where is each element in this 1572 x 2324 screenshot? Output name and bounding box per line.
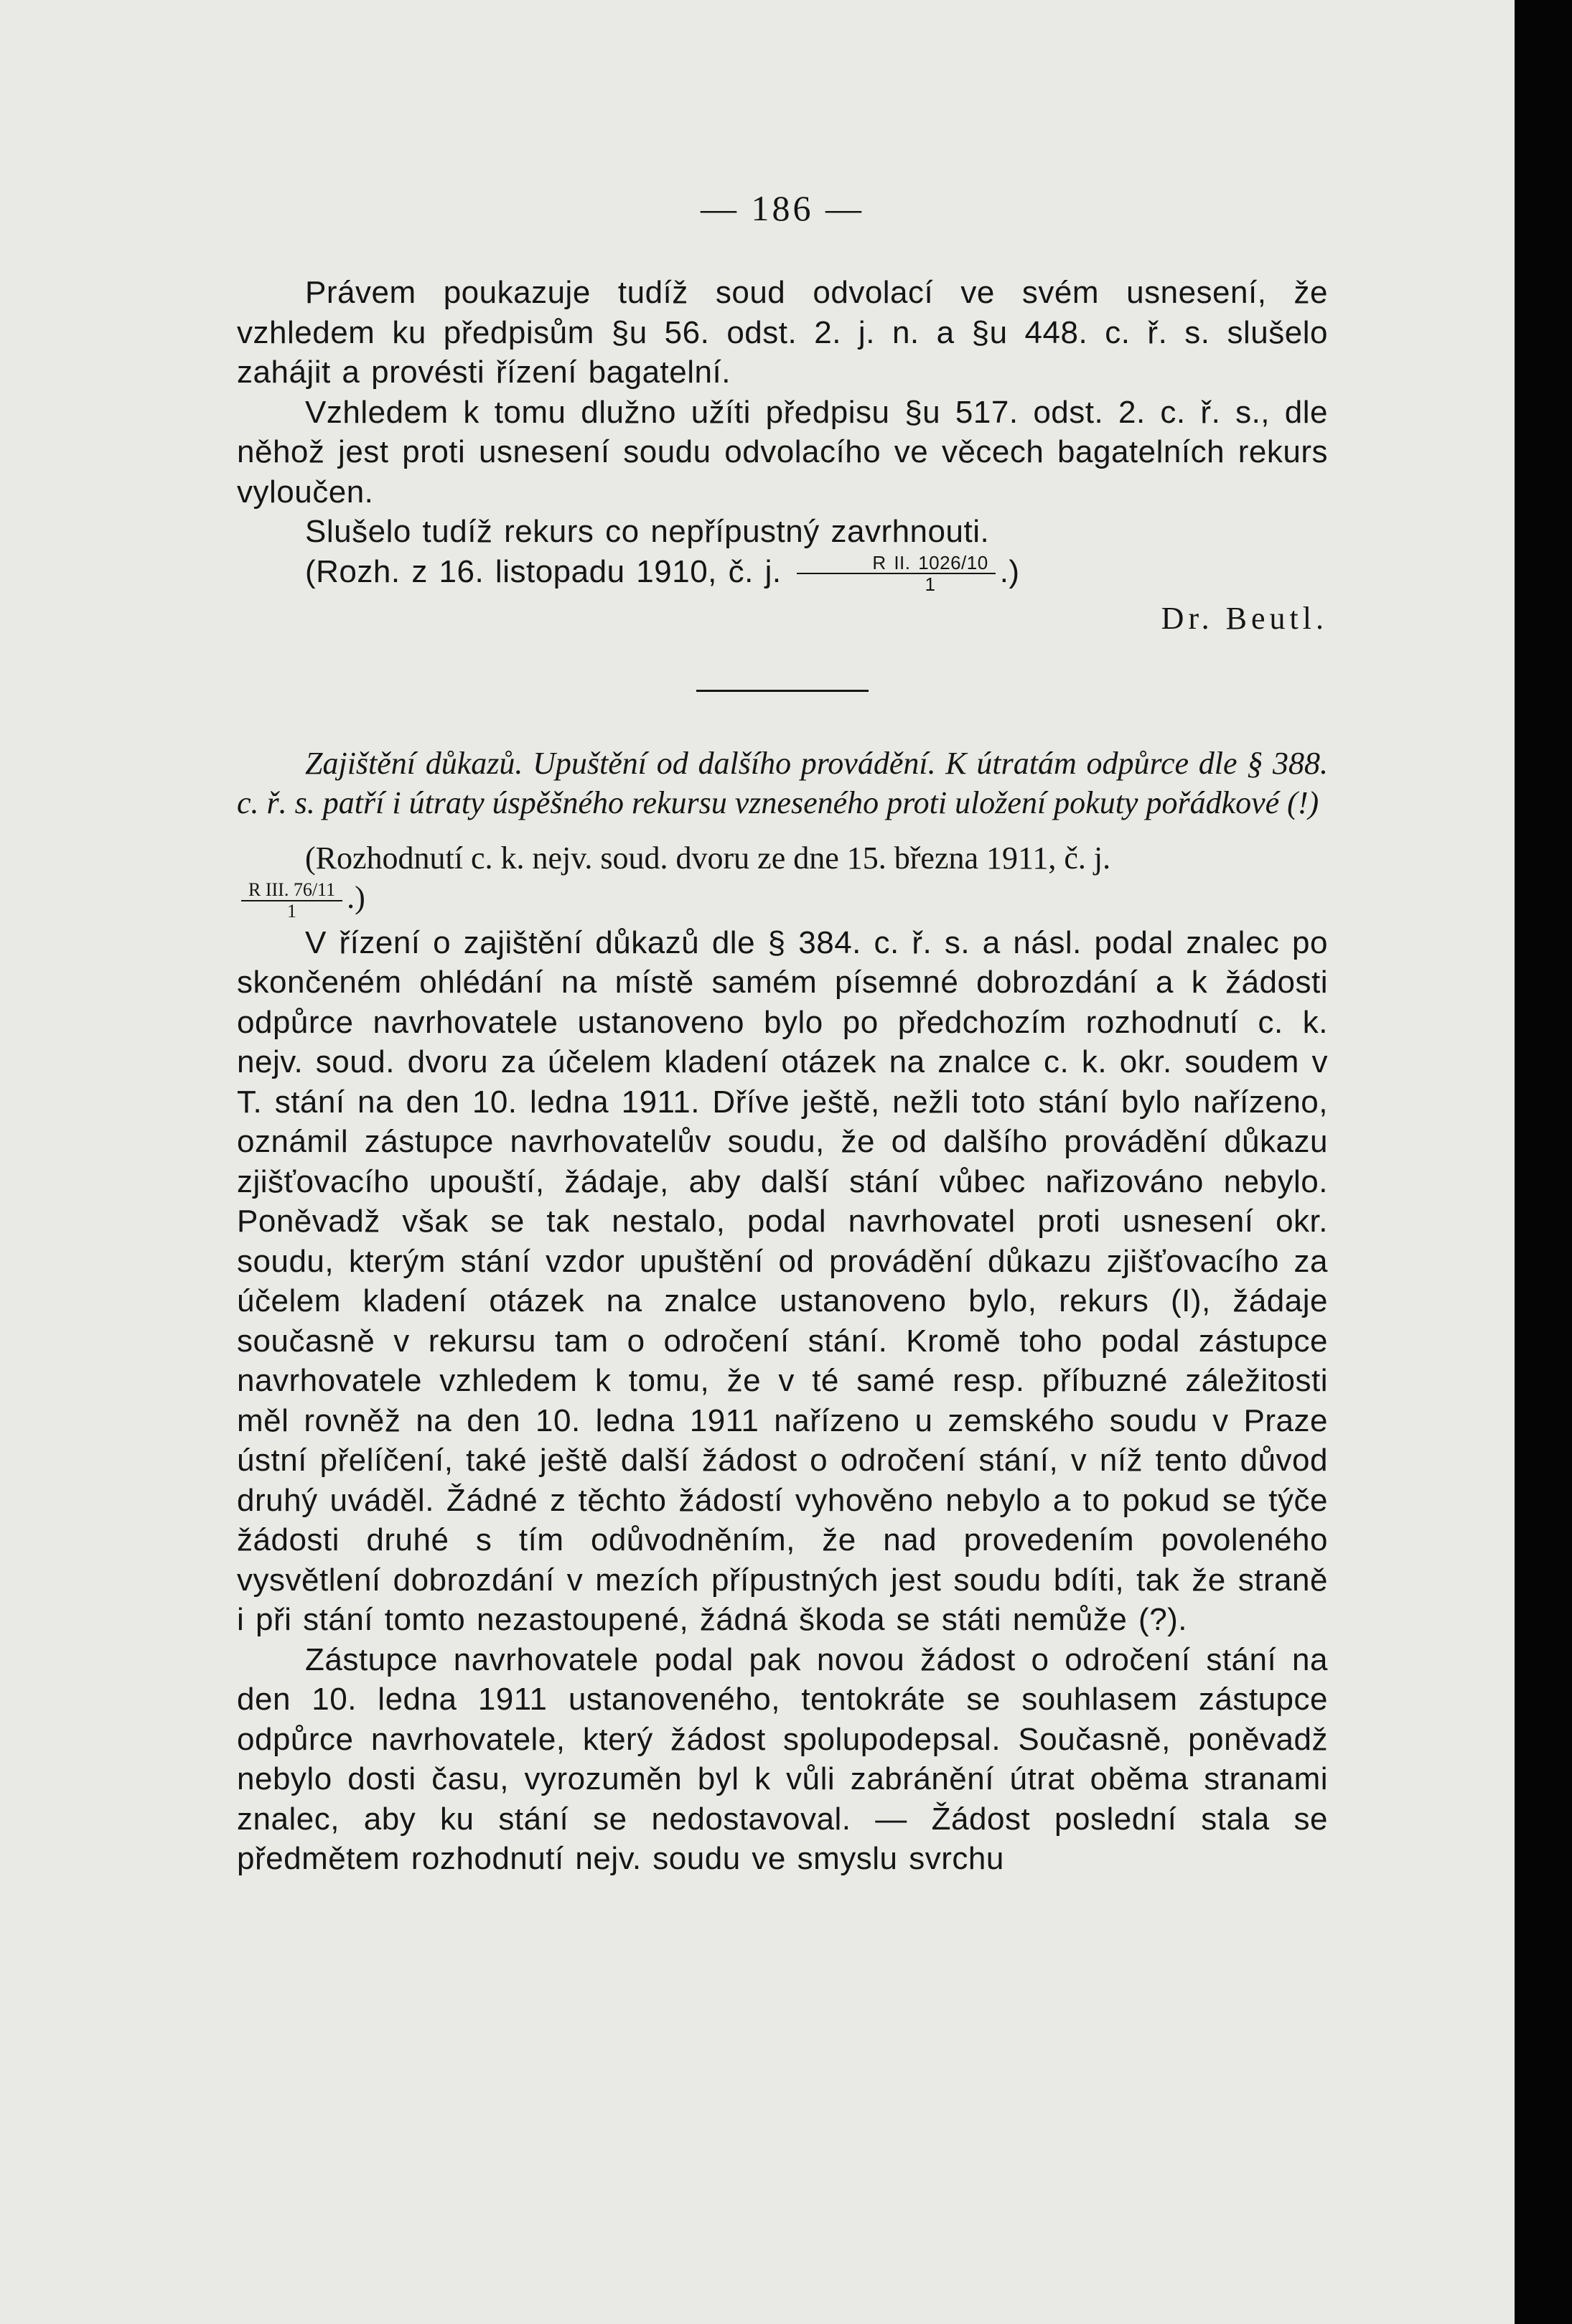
citation [237, 552, 1328, 594]
citation-prefix: (Rozh. z 16. listopadu 1910, č. j. [305, 553, 782, 589]
paragraph-2: Vzhledem k tomu dlužno užíti předpisu §u 517. odst. 2. c. ř. s., dle něhož jest proti usnesení soudu odvolacího ve věcech bagatelních rekurs vyloučen. [237, 394, 1328, 510]
decision-prefix: (Rozhodnutí c. k. nejv. soud. dvoru ze dne 15. března 1911, č. j. [305, 840, 1111, 876]
decision-fraction [241, 880, 342, 922]
decision-denominator: 1 [287, 900, 297, 922]
paragraph-3: Slušelo tudíž rekurs co nepřípustný zavrhnouti. [305, 514, 990, 549]
section-divider [696, 690, 869, 692]
citation-numerator: R II. 1026/10 [797, 553, 995, 574]
page-number: — 186 — [701, 188, 864, 228]
paragraph-4: V řízení o zajištění důkazů dle § 384. c. ř. s. a násl. podal znalec po skončeném ohlédání na místě samém písemné dobrozdání a k žádosti odpůrce navrhovatele ustanoveno bylo po předchozím rozhodnutí c. k. nejv. soud. dvoru za účelem kladení otázek na znalce c. k. okr. soudem v T. stání na den 10. ledna 1911. Dříve ještě, nežli toto stání bylo nařízeno, oznámil zástupce navrhovatelův soudu, že od dalšího provádění důkazu zjišťovacího upouští, žádaje, aby další stání vůbec nařizováno nebylo. Poněvadž však se tak nestalo, podal navrhovatel proti usnesení okr. soudu, kterým stání vzdor upuštění od provádění důkazu zjišťovacího za účelem kladení otázek na znalce ustanoveno bylo, rekurs (I), žádaje současně v rekursu tam o odročení stání. Kromě toho podal zástupce navrhovatele vzhledem k tomu, že v té samé resp. příbuzné záležitosti měl rovněž na den 10. ledna 1911 nařízeno u zemského soudu v Praze ústní přelíčení, také ještě další žádost o odročení stání, v níž tento důvod druhý uváděl. Žádné z těchto žádostí vyhověno nebylo a to pokud se týče žádosti druhé s tím odůvodněním, že nad provedením povoleného vysvětlení dobrozdání v mezích přípustných jest soudu bdíti, tak že straně i při stání tomto nezastoupené, žádná škoda se státi nemůže (?). [237, 924, 1328, 1638]
paragraph-5: Zástupce navrhovatele podal pak novou žádost o odročení stání na den 10. ledna 1911 ustanoveného, tentokráte se souhlasem zástupce odpůrce navrhovatele, který žádost spolupodepsal. Současně, poněvadž nebylo dosti času, vyrozuměn byl k vůli zabránění útrat oběma stranami znalec, aby ku stání se nedostavoval. — Žádost poslední stala se předmětem rozhodnutí nejv. soudu ve smyslu svrchu [237, 1641, 1328, 1877]
citation-denominator: 1 [925, 573, 936, 595]
decision-reference [237, 838, 1328, 878]
decision-number-line [237, 878, 1328, 922]
decision-numerator: R III. 76/11 [241, 880, 342, 901]
headnote: Zajištění důkazů. Upuštění od dalšího provádění. K útratám odpůrce dle § 388. c. ř. s. patří i útraty úspěšného rekursu vzneseného proti uložení pokuty pořádkové (!) [237, 745, 1328, 820]
scan-edge [1515, 0, 1572, 2324]
signature: Dr. Beutl. [1161, 600, 1328, 636]
citation-suffix: .) [999, 553, 1020, 589]
citation-fraction [797, 553, 995, 594]
paragraph-1: Právem poukazuje tudíž soud odvolací ve svém usnesení, že vzhledem ku předpisům §u 56. odst. 2. j. n. a §u 448. c. ř. s. slušelo zahájit a provésti řízení bagatelní. [237, 275, 1328, 390]
decision-suffix: .) [347, 879, 365, 915]
text-column [237, 187, 1328, 1879]
